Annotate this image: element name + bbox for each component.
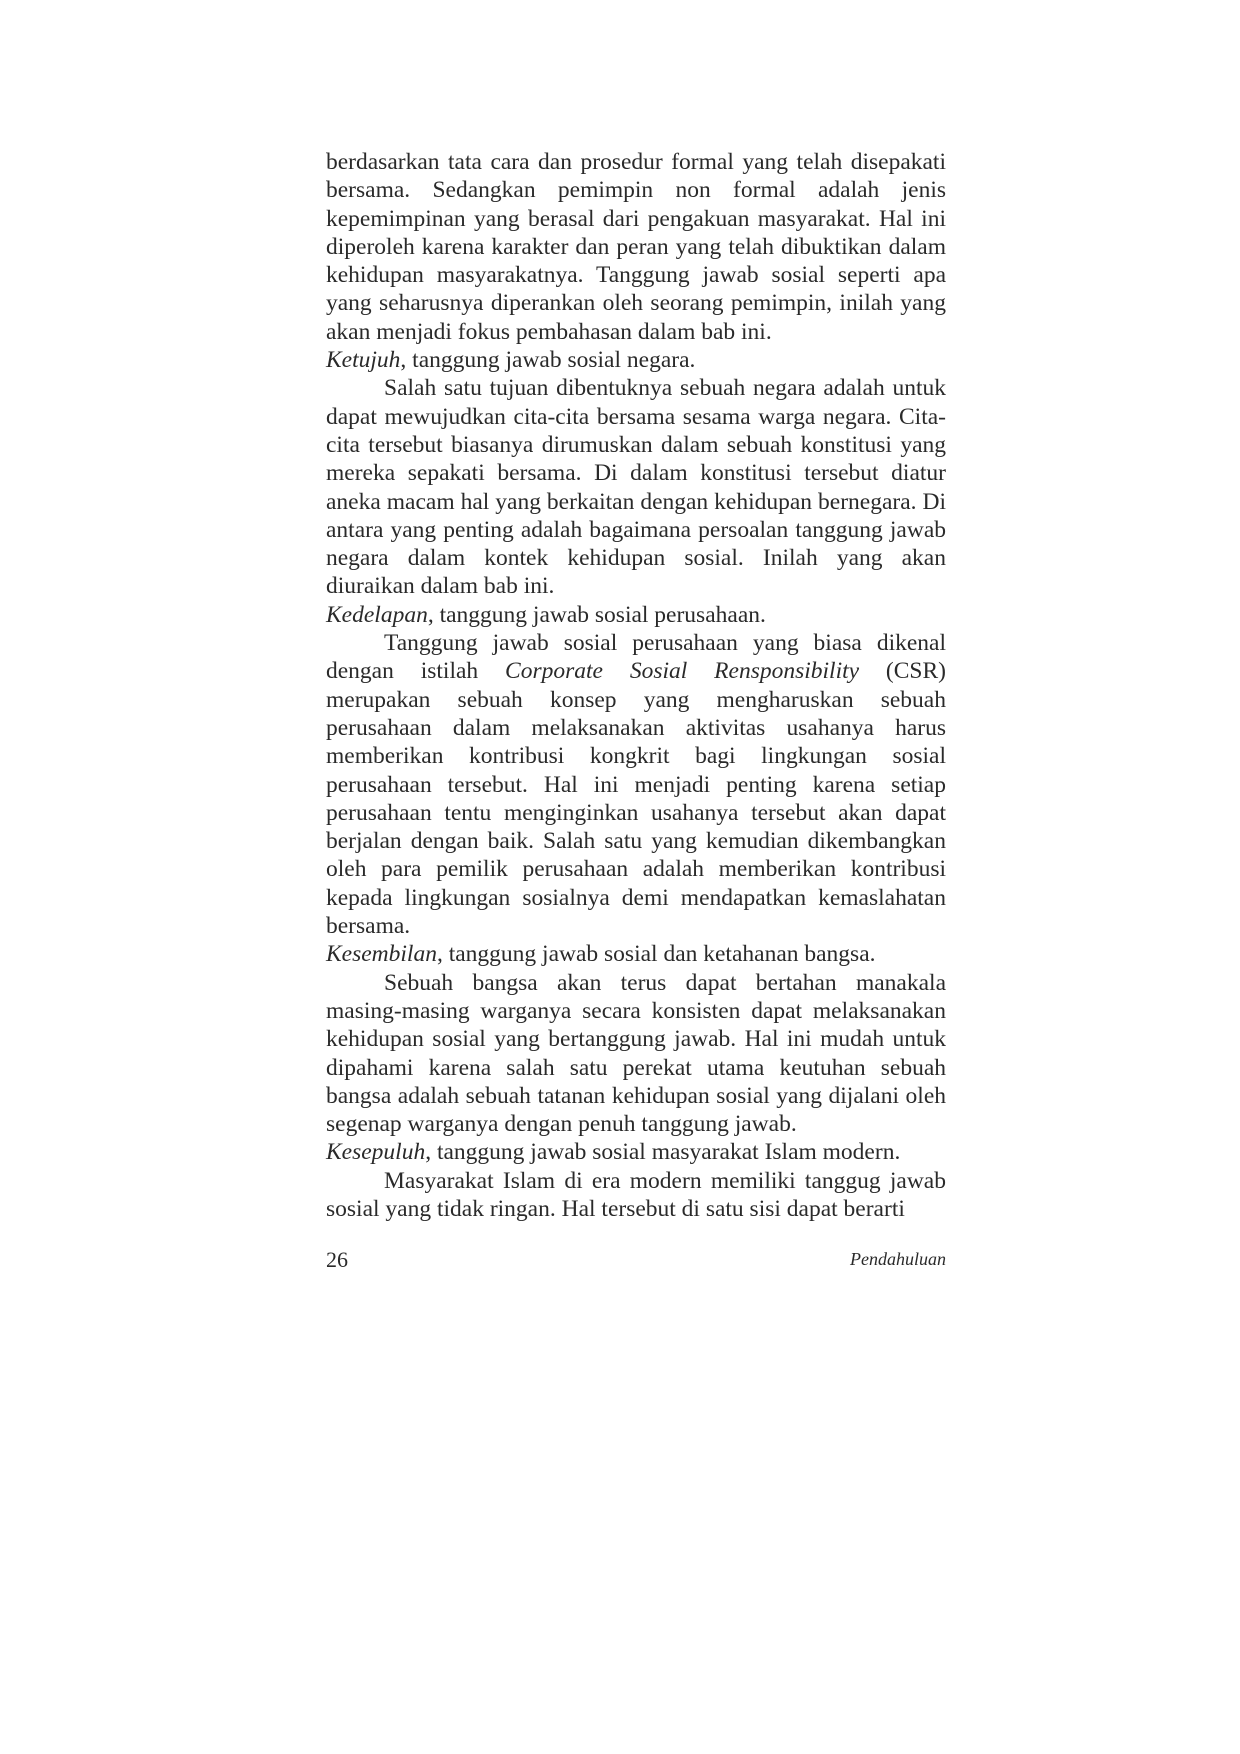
running-title: Pendahuluan [850,1249,946,1269]
subtopic-ninth [326,940,946,968]
subtopic-eighth [326,601,946,629]
subtopic-ordinal: Kedelapan [326,601,428,628]
paragraph-text: Tanggung jawab sosial perusahaan yang biasa dikenal dengan istilah [326,630,946,685]
subtopic-ordinal: Kesembilan [326,941,437,968]
paragraph-csr [326,629,946,940]
page-footer [326,1247,946,1277]
subtopic-title: , tanggung jawab sosial perusahaan. [427,601,766,628]
subtopic-seventh [326,346,946,374]
subtopic-ordinal: Ketujuh [326,347,401,374]
paragraph-modern-islam: Masyarakat Islam di era modern memiliki tanggug jawab sosial yang tidak ringan. Hal tersebut di satu sisi dapat berarti [326,1167,946,1222]
subtopic-title: , tanggung jawab sosial dan ketahanan bangsa. [436,941,876,968]
paragraph-state: Salah satu tujuan dibentuknya sebuah negara adalah untuk dapat mewujudkan cita-cita bersama sesama warga negara. Cita-cita tersebut biasanya dirumuskan dalam sebuah konstitusi yang mereka sepakati bersama. Di dalam konstitusi tersebut diatur aneka macam hal yang berkaitan dengan kehidupan bernegara. Di antara yang penting adalah bagaimana persoalan tanggung jawab negara dalam kontek kehidupan sosial. Inilah yang akan diuraikan dalam bab ini. [326,375,946,600]
csr-term: Corporate Sosial Rensponsibility [505,658,860,685]
page-body [326,148,946,1223]
paragraph-leadership: berdasarkan tata cara dan prosedur formal yang telah disepakati bersama. Sedangkan pemimpin non formal adalah jenis kepemimpinan yang berasal dari pengakuan masyarakat. Hal ini diperoleh karena karakter dan peran yang telah dibuktikan dalam kehidupan masyarakatnya. Tanggung jawab sosial seperti apa yang seharusnya diperankan oleh seorang pemimpin, inilah yang akan menjadi fokus pembahasan dalam bab ini. [326,149,946,345]
subtopic-ordinal: Kesepuluh [326,1139,426,1166]
paragraph-text: (CSR) merupakan sebuah konsep yang mengharuskan sebuah perusahaan dalam melaksanakan aktivitas usahanya harus memberikan kontribusi kongkrit bagi lingkungan sosial perusahaan tersebut. Hal ini menjadi penting karena setiap perusahaan tentu menginginkan usahanya tersebut akan dapat berjalan dengan baik. Salah satu yang kemudian dikembangkan oleh para pemilik perusahaan adalah memberikan kontribusi kepada lingkungan sosialnya demi mendapatkan kemaslahatan bersama. [326,658,946,940]
page-number: 26 [326,1247,348,1272]
subtopic-tenth [326,1138,946,1166]
subtopic-title: , tanggung jawab sosial negara. [400,347,696,374]
paragraph-nation: Sebuah bangsa akan terus dapat bertahan manakala masing-masing warganya secara konsisten dapat melaksanakan kehidupan sosial yang bertanggung jawab. Hal ini mudah untuk dipahami karena salah satu perekat utama keutuhan sebuah bangsa adalah sebuah tatanan kehidupan sosial yang dijalani oleh segenap warganya dengan penuh tanggung jawab. [326,969,946,1138]
subtopic-title: , tanggung jawab sosial masyarakat Islam modern. [425,1139,901,1166]
